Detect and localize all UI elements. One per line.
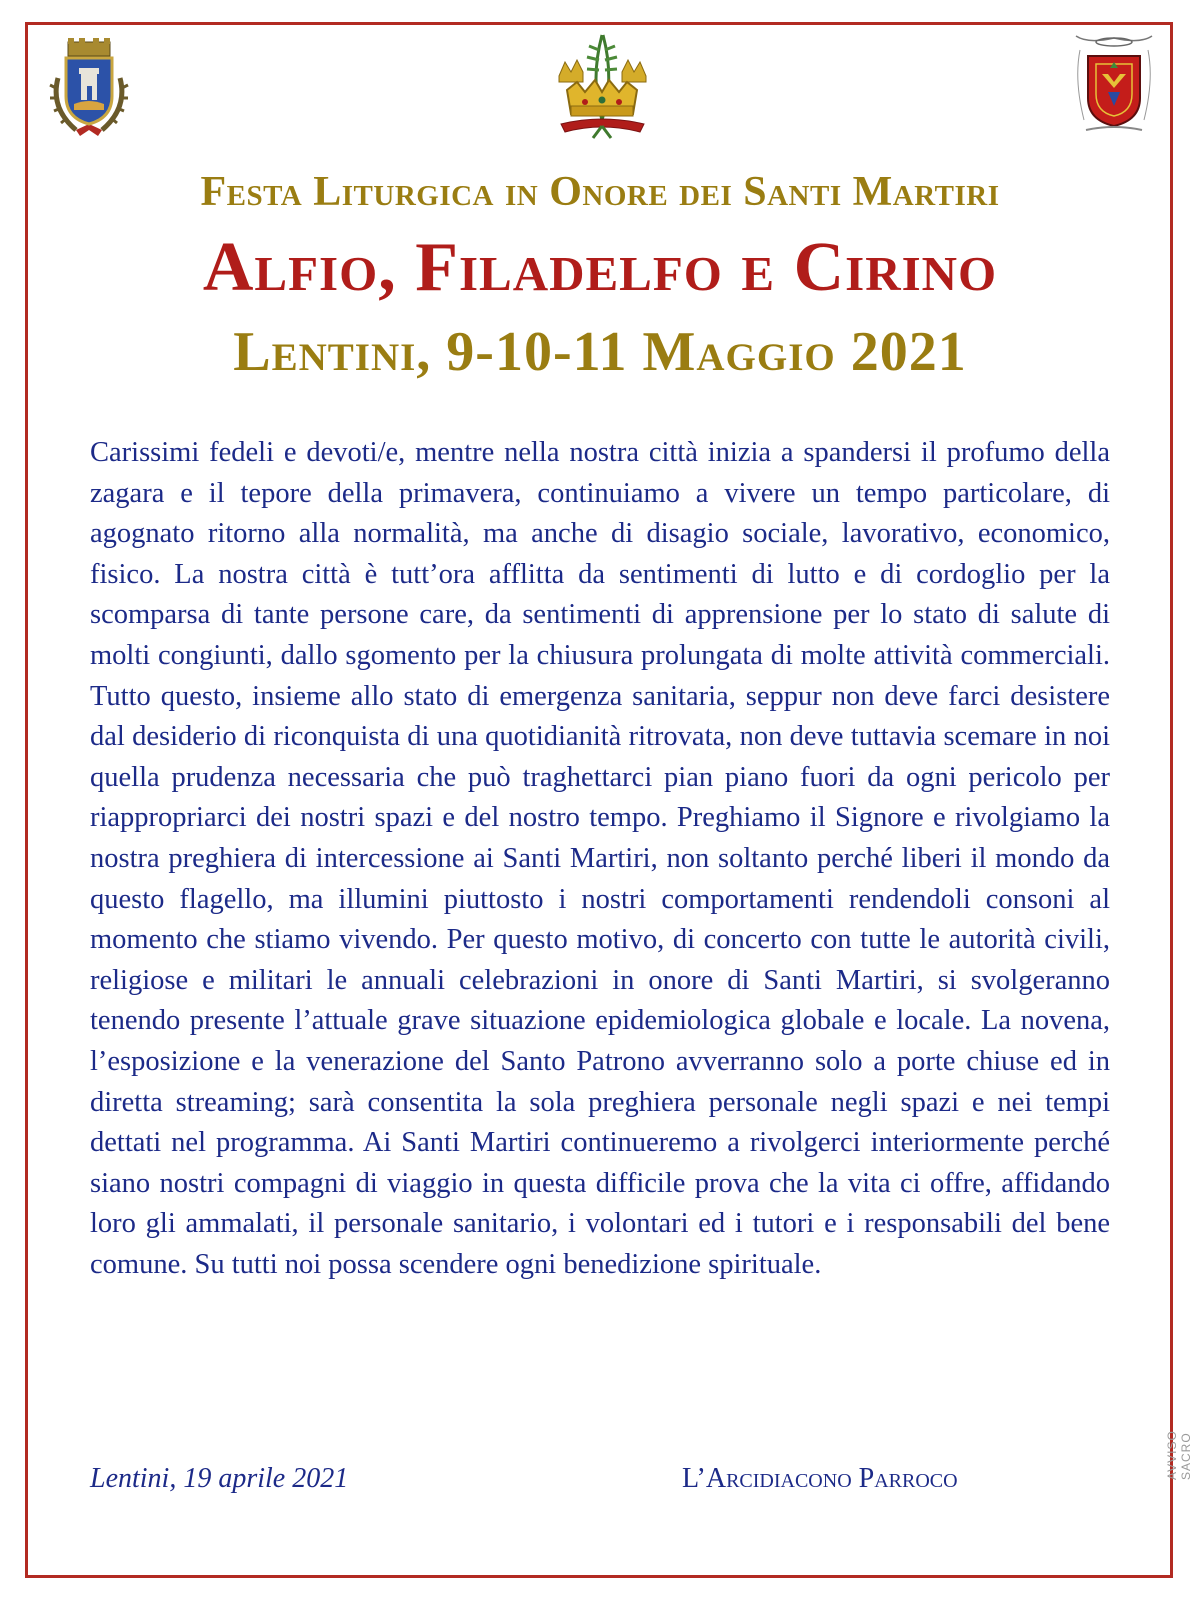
city-coat-of-arms-icon bbox=[48, 38, 130, 138]
place-and-dates: Lentini, 9-10-11 Maggio 2021 bbox=[233, 321, 967, 383]
message-paragraph: Carissimi fedeli e devoti/e, mentre nella nostra città inizia a spandersi il profumo della zagara e il tepore della primavera, continuiamo a vivere un tempo particolare, di agognato ritorno alla normalità, ma anche di disagio sociale, lavorativo, economico, fisico. La nostra città è tutt’ora afflitta da sentimenti di lutto e di cordoglio per la scomparsa di tante persone care, da sentimenti di apprensione per lo stato di salute di molti congiunti, dallo sgomento per la chiusura prolungata di molte attività commerciali. Tutto questo, insieme allo stato di emergenza sanitaria, seppur non deve farci desistere dal desiderio di riconquista di una quotidianità ritrovata, non deve tuttavia scemare in noi quella prudenza necessaria che può traghettarci pian piano fuori da ogni pericolo per riappropriarci dei nostri spazi e del nostro tempo. Preghiamo il Signore e rivolgiamo la nostra preghiera di intercessione ai Santi Martiri, non soltanto perché liberi il mondo da questo flagello, ma illumini piuttosto i nostri comportamenti rendendoli consoni al momento che stiamo vivendo. Per questo motivo, di concerto con tutte le autorità civili, religiose e militari le annuali celebrazioni in onore di Santi Martiri, si svolgeranno tenendo presente l’attuale grave situazione epidemiologica globale e locale. La novena, l’esposizione e la venerazione del Santo Patrono avverranno solo a porte chiuse ed in diretta streaming; sarà consentita la sola preghiera personale negli spazi e nei tempi dettati nel programma. Ai Santi Martiri continueremo a rivolgerci interiormente perché siano nostri compagni di viaggio in questa difficile prova che la vita ci offre, affidando loro gli ammalati, il personale sanitario, i volontari ed i tutori e i responsabili del bene comune. Su tutti noi possa scendere ogni benedizione spirituale. bbox=[90, 437, 1110, 1280]
saints-names-title: Alfio, Filadelfo e Cirino bbox=[202, 229, 998, 306]
watermark: AVVISO SACRO bbox=[1165, 1430, 1193, 1480]
letter-date: Lentini, 19 aprile 2021 bbox=[90, 1463, 349, 1494]
ecclesiastical-coat-of-arms-icon bbox=[1068, 30, 1160, 140]
message-body bbox=[90, 433, 1110, 1285]
event-subtitle: Festa Liturgica in Onore dei Santi Martiri bbox=[200, 169, 1000, 215]
signature: L’Arcidiacono Parroco bbox=[682, 1463, 958, 1494]
crown-palm-emblem-icon bbox=[555, 30, 650, 140]
